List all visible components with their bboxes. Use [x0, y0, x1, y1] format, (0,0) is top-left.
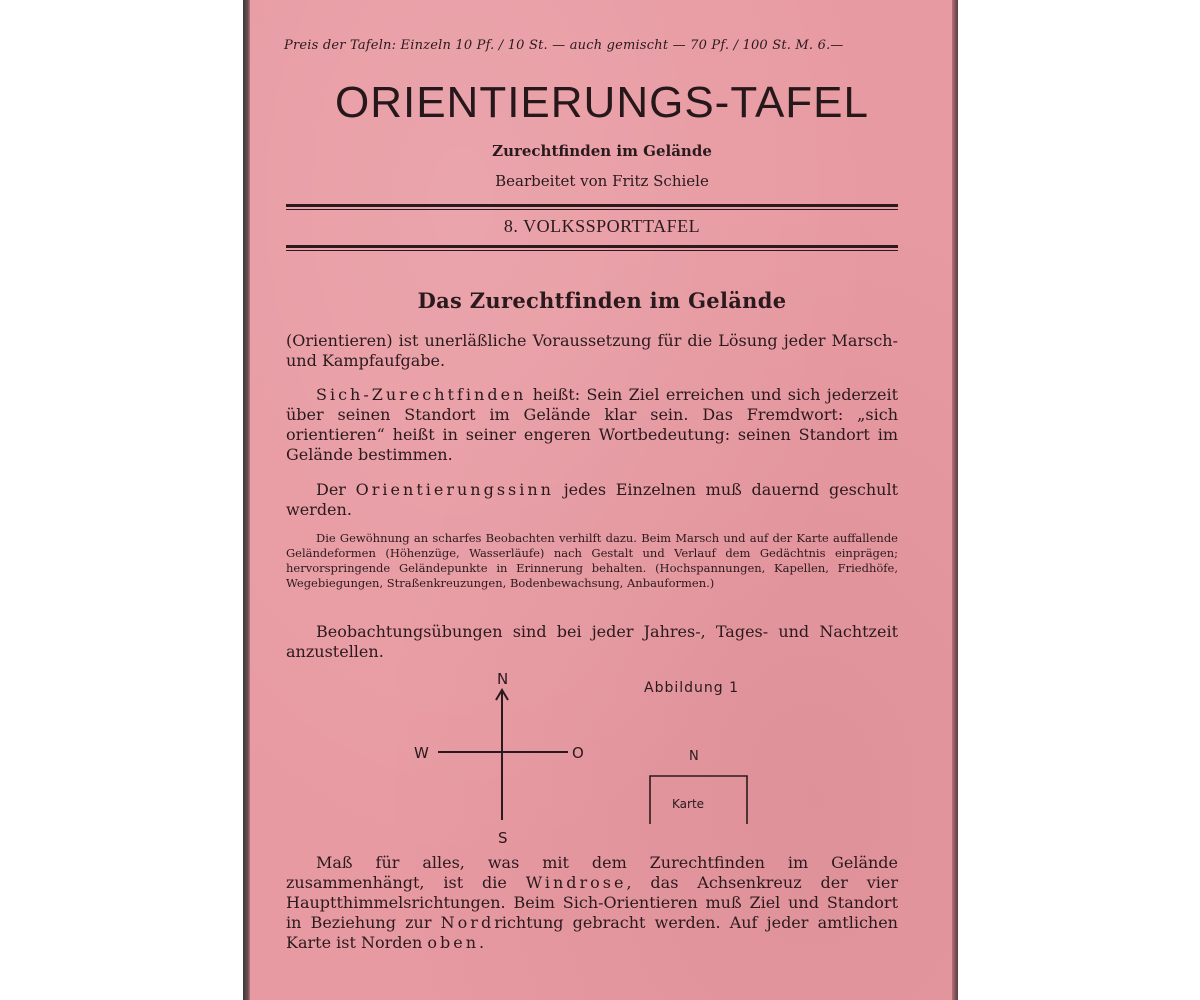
emphasis-term: Sich-Zurechtfinden	[316, 385, 527, 404]
paragraph-sense	[286, 480, 898, 520]
emphasis-term: Windrose	[525, 873, 627, 892]
divider-rule	[286, 204, 898, 207]
emphasis-term: Orientierungssinn	[355, 480, 554, 499]
divider-rule	[286, 209, 898, 210]
left-margin	[0, 0, 245, 1000]
price-line: Preis der Tafeln: Einzeln 10 Pf. / 10 St. — auch gemischt — 70 Pf. / 100 St. M. 6.—	[284, 38, 844, 53]
west-label: W	[414, 744, 429, 762]
paragraph-text: , das Achsenkreuz der vier Hauptthimmelsrichtungen. Beim Sich-Orientieren muß Ziel und Standort in Beziehung zur	[286, 873, 898, 932]
page-subtitle: Zurechtfinden im Gelände	[492, 142, 712, 160]
card-edge	[952, 0, 958, 1000]
divider-rule	[286, 250, 898, 251]
emphasis-term: oben	[427, 933, 480, 952]
paragraph-text: Der	[316, 480, 356, 499]
figure-label: Abbildung 1	[644, 680, 740, 696]
series-label: 8. VOLKSSPORTTAFEL	[503, 216, 701, 236]
map-label: Karte	[672, 797, 705, 811]
section-heading: Das Zurechtfinden im Gelände	[417, 288, 787, 313]
page-title: ORIENTIERUNGS-TAFEL	[334, 78, 869, 127]
north-label: N	[497, 670, 509, 688]
paragraph-small-print: Die Gewöhnung an scharfes Beobachten verhilft dazu. Beim Marsch und auf der Karte auffallende Geländeformen (Höhenzüge, Wasserläufe) nach Gestalt und Verlauf dem Gedächtnis einprägen; hervorspringende Geländepunkte in Erinnerung behalten. (Hochspannungen, Kapellen, Friedhöfe, Wegebiegungen, Straßenkreuzungen, Bodenbewachsung, Anbauformen.)	[286, 531, 898, 590]
author-line: Bearbeitet von Fritz Schiele	[495, 172, 709, 190]
paragraph-windrose	[286, 853, 898, 953]
paragraph-text: richtung gebracht werden. Auf jeder amtlichen Karte ist Norden	[286, 913, 898, 952]
emphasis-term: Nord	[440, 913, 495, 932]
paragraph-definition	[286, 385, 898, 465]
orientation-card	[250, 0, 954, 1000]
paragraph-text: Maß für alles, was mit dem Zurechtfinden im Gelände zusammenhängt, ist die	[286, 853, 898, 892]
south-label: S	[498, 829, 508, 847]
paragraph-text: jedes Einzelnen muß dauernd geschult werden.	[286, 480, 898, 519]
divider-rule	[286, 245, 898, 248]
east-label: O	[572, 744, 584, 762]
paragraph-text: .	[479, 933, 485, 952]
paragraph-exercises: Beobachtungsübungen sind bei jeder Jahres-, Tages- und Nachtzeit anzustellen.	[286, 622, 898, 661]
paragraph-intro: (Orientieren) ist unerläßliche Voraussetzung für die Lösung jeder Marsch- und Kampfaufgabe.	[286, 331, 898, 370]
compass-diagram	[400, 668, 760, 848]
paragraph-text: heißt: Sein Ziel erreichen und sich jederzeit über seinen Standort im Gelände klar sein. Das Fremdwort: „sich orientieren“ heißt in seiner engeren Wortbedeutung: seinen Standort im Gelände bestimmen.	[286, 385, 898, 464]
map-north-label: N	[689, 749, 699, 764]
